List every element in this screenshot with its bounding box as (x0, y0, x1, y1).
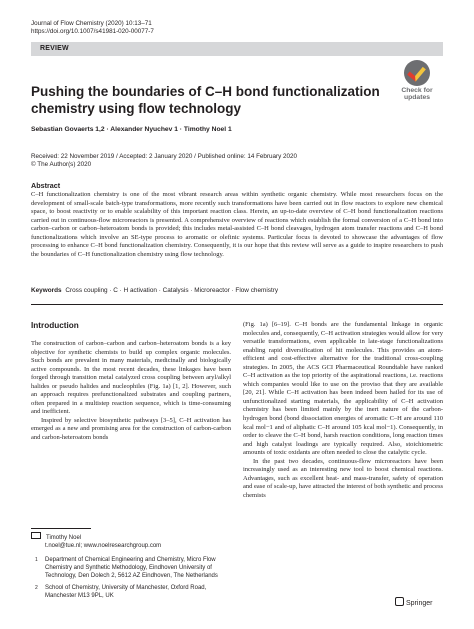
section-divider (31, 304, 443, 305)
affiliation-1 (35, 557, 235, 580)
envelope-icon (31, 532, 41, 539)
article-title: Pushing the boundaries of C–H bond functionalization chemistry using flow technology (31, 84, 380, 116)
keywords-label: Keywords (31, 287, 62, 294)
publisher-name: Springer (406, 600, 433, 607)
springer-horse-icon (395, 597, 404, 606)
section-bar (31, 42, 443, 56)
introduction-heading: Introduction (31, 321, 79, 330)
article-dates (31, 153, 297, 170)
intro-paragraph-1: The construction of carbon–carbon and carbon–heteroatom bonds is a key objective for synthetic chemists to build up complex organic molecules. Such bonds are prevalent in many materials, medicinally and biologically active compounds. In the most recent decades, these linkages have been forged through transition metal catalyzed cross coupling between aryl/alkyl halides or pseudo halides and nucleophiles (Fig. 1a) [1, 2]. However, such an approach requires prefunctionalized substrates and coupling partners, often prepared in a multistep reaction sequence, which is time-consuming and inefficient. (31, 340, 231, 416)
copyright-line: © The Author(s) 2020 (31, 161, 92, 169)
footnote-divider (31, 528, 91, 529)
keywords (31, 287, 443, 294)
affiliation-2-number: 2 (35, 585, 38, 591)
left-column (31, 340, 231, 443)
intro-paragraph-4: In the past two decades, continuous-flow microreactors have been increasingly used as an interesting new tool to boost chemical reactions. Advantages, such as excellent heat- and mass-transfer, safety of operation and ease of scale-up, have attracted the interest of both synthetic and process chemists (243, 457, 443, 499)
badge-line2: updates (403, 94, 431, 101)
affiliation-2-text: School of Chemistry, University of Manchester, Oxford Road, Manchester M13 9PL, UK (45, 585, 207, 599)
keywords-text: Cross coupling · C · H activation · Catalysis · Microreactor · Flow chemistry (65, 287, 279, 294)
badge-line1: Check for (401, 87, 433, 94)
corr-email[interactable]: t.noel@tue.nl; www.noelresearchgroup.com (45, 543, 162, 549)
doi-link[interactable]: https://doi.org/10.1007/s41981-020-00077-7 (31, 28, 154, 36)
journal-citation: Journal of Flow Chemistry (2020) 10:13–71 (31, 20, 152, 27)
check-updates-icon (404, 60, 430, 86)
journal-header (31, 20, 154, 37)
right-column (243, 321, 443, 500)
corr-name: Timothy Noel (46, 535, 82, 541)
abstract-text: C–H functionalization chemistry is one of the most vibrant research areas within synthetic organic chemistry. While most researchers focus on the development of small-scale batch-type transformations, more recently such transformations have been carried out in flow reactors to explore new chemical space, to boost reactivity or to enable scalability of this important reaction class. Herein, an up-to-date overview of C–H bond functionalization reactions carried out in continuous-flow microreactors is presented. A comprehensive overview of reactions which establish the formal conversion of a C–H bond into carbon–carbon or carbon–heteroatom bonds is provided; this includes metal-assisted C–H bond cleavages, hydrogen atom transfer reactions and C–H bond functionalizations which involve an SE-type process to aromatic or olefinic systems. Particular focus is devoted to showcase the advantages of flow processing to enhance C–H bond functionalization chemistry. Consequently, it is our hope that this review will serve as a guide to inspire researchers to push the boundaries of C–H functionalization chemistry using flow technology. (31, 191, 443, 258)
abstract-heading: Abstract (31, 181, 61, 190)
intro-paragraph-2: Inspired by selective biosynthetic pathways [3–5], C–H activation has emerged as a new and promising area for the construction of carbon-carbon and carbon-heteroatom bonds (31, 416, 231, 442)
corresponding-author (31, 532, 231, 550)
author-list: Sebastian Govaerts 1,2 · Alexander Nyuchev 1 · Timothy Noel 1 (31, 126, 232, 133)
affiliation-1-text: Department of Chemical Engineering and Chemistry, Micro Flow Chemistry and Synthetic Methodology, Eindhoven University of Technology, Den Dolech 2, 5612 AZ Eindhoven, The Netherlands (45, 557, 218, 579)
received-dates: Received: 22 November 2019 / Accepted: 2 January 2020 / Published online: 14 February 2020 (31, 153, 298, 160)
intro-paragraph-3: (Fig. 1a) [6–19]. C–H bonds are the fundamental linkage in organic molecules and, consequently, C–H activation strategies would allow for very versatile transformations, even applicable in late-stage functionalizations enabling rapid diversification of hit molecules. This provides an atom-efficient and cost-effective alternative for the traditional cross-coupling strategies. In 2005, the ACS GCI Pharmaceutical Roundtable have ranked C–H activation as the top priority of the aspirational reactions, i.e. reactions which companies would like to use on the proviso that they are available [20, 21]. While C–H activation has been indeed been hailed for its use of unfunctionalized starting materials, the applicability of C–H activation chemistry has been limited mainly by the inert nature of the carbon-hydrogen bond (bond dissociation energies of aromatic C–H are around 110 kcal mol−1 and of aliphatic C–H around 105 kcal mol−1). Consequently, in order to cleave the C–H bond, harsh reaction conditions, long reaction times and high catalyst loadings are typically required. Also, stoichiometric amounts of toxic oxidants are often needed to close the catalytic cycle. (243, 321, 443, 457)
affiliation-1-number: 1 (35, 557, 38, 563)
affiliation-2 (35, 585, 235, 601)
publisher-logo (395, 597, 432, 607)
check-for-updates-badge[interactable] (392, 58, 442, 108)
section-label: REVIEW (40, 45, 69, 52)
